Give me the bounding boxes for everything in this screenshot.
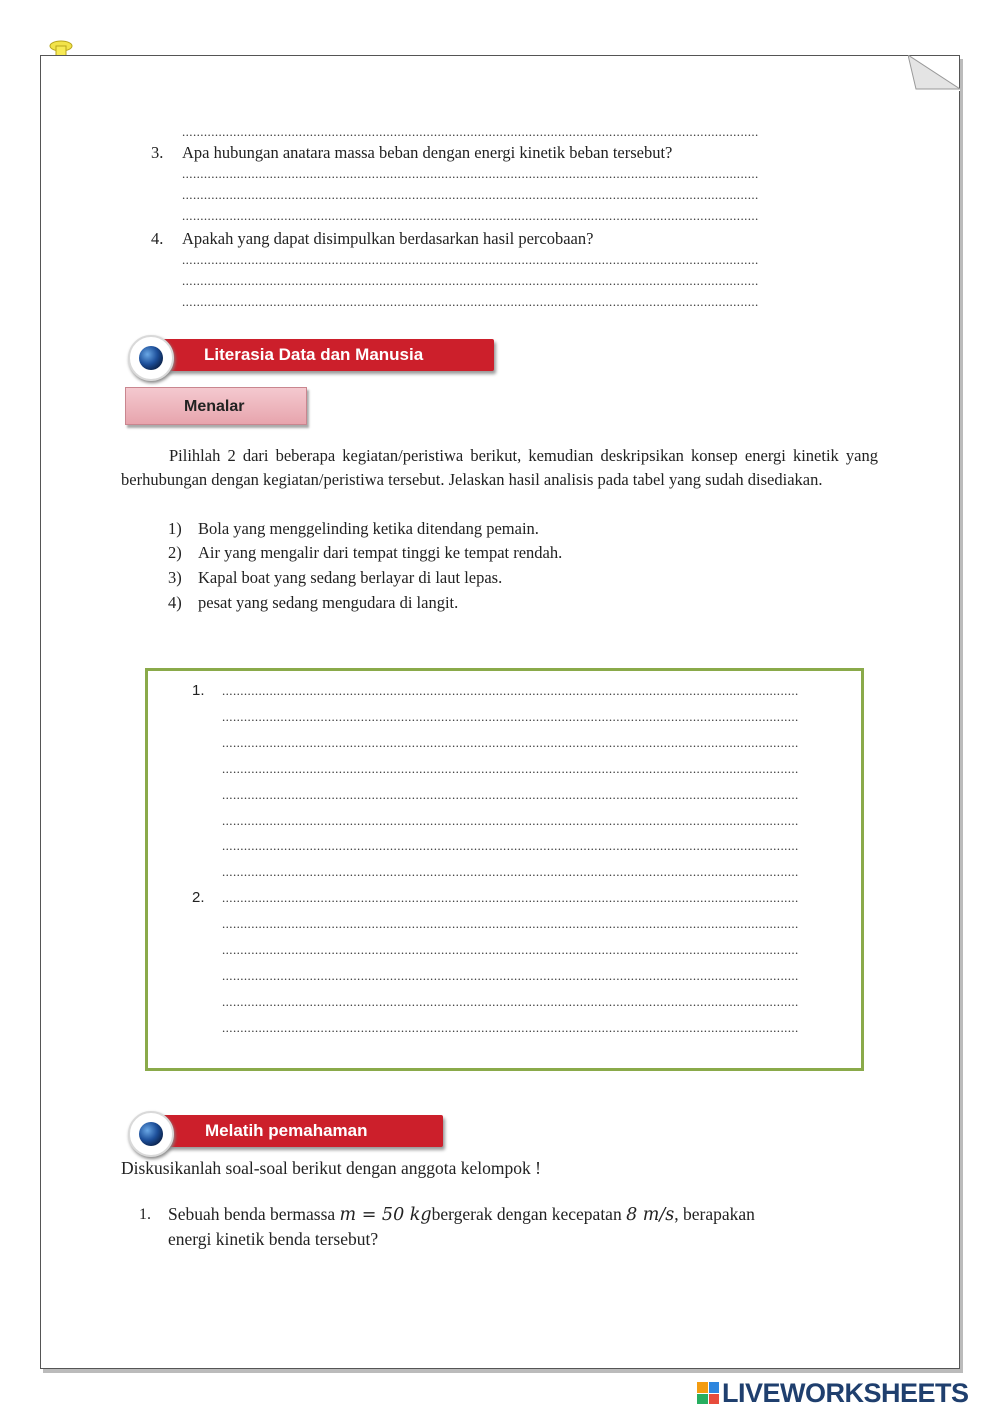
watermark-text: LIVEWORKSHEETS — [722, 1377, 969, 1408]
answer-line[interactable]: .............................................................................................................................................................. — [222, 838, 799, 853]
answer-line[interactable]: .............................................................................................................................................................. — [222, 761, 799, 776]
event-text: Air yang mengalir dari tempat tinggi ke tempat rendah. — [198, 543, 563, 562]
globe-icon — [128, 335, 174, 381]
answer-line[interactable]: .............................................................................................................................................................. — [222, 916, 799, 931]
answer-line[interactable]: .............................................................................................................................................................. — [182, 166, 759, 181]
event-text: Kapal boat yang sedang berlayar di laut lepas. — [198, 568, 503, 587]
liveworksheets-logo-icon — [697, 1382, 719, 1404]
menalar-badge: Menalar — [125, 387, 307, 425]
answer-line[interactable]: .............................................................................................................................................................. — [222, 942, 799, 957]
problem-text — [168, 1203, 755, 1226]
answer-line[interactable]: .............................................................................................................................................................. — [222, 890, 799, 905]
answer-line[interactable]: .............................................................................................................................................................. — [182, 273, 759, 288]
answer-line[interactable]: .............................................................................................................................................................. — [222, 735, 799, 750]
liveworksheets-watermark[interactable] — [697, 1378, 969, 1408]
velocity-expression: 8 m/s — [626, 1205, 675, 1225]
problem-text-part: , berapakan — [674, 1204, 755, 1224]
section-title: Melatih pemahaman — [148, 1115, 443, 1147]
section-title: Literasia Data dan Manusia — [148, 339, 494, 371]
answer-line[interactable]: .............................................................................................................................................................. — [182, 294, 759, 309]
answer-line[interactable]: .............................................................................................................................................................. — [222, 709, 799, 724]
problem-text-part: Sebuah benda bermassa — [168, 1204, 340, 1224]
problem-text-part: bergerak dengan kecepatan — [431, 1204, 627, 1224]
answer-line[interactable]: .............................................................................................................................................................. — [182, 187, 759, 202]
answer-line[interactable]: .............................................................................................................................................................. — [222, 787, 799, 802]
event-text: Bola yang menggelinding ketika ditendang pemain. — [198, 519, 539, 538]
answer-line[interactable]: .............................................................................................................................................................. — [182, 252, 759, 267]
answer-line[interactable]: .............................................................................................................................................................. — [222, 994, 799, 1009]
answer-line[interactable]: .............................................................................................................................................................. — [222, 864, 799, 879]
answer-line[interactable]: .............................................................................................................................................................. — [182, 208, 759, 223]
question-number: 3. — [151, 143, 164, 162]
event-number: 2) — [168, 543, 182, 562]
instruction-paragraph — [121, 444, 878, 492]
problem-number: 1. — [139, 1206, 151, 1223]
event-number: 1) — [168, 519, 182, 538]
answer-line[interactable]: .............................................................................................................................................................. — [222, 968, 799, 983]
answer-item-number: 1. — [192, 682, 205, 699]
question-text: Apa hubungan anatara massa beban dengan energi kinetik beban tersebut? — [182, 143, 673, 162]
answer-line[interactable]: .............................................................................................................................................................. — [222, 683, 799, 698]
page-curl-icon — [908, 55, 960, 91]
globe-icon — [128, 1111, 174, 1157]
instruction-text: Pilihlah 2 dari beberapa kegiatan/peristiwa berikut, kemudian deskripsikan konsep energi kinetik yang berhubungan dengan kegiatan/peristiwa tersebut. Jelaskan hasil analisis pada tabel yang sudah disediakan. — [121, 446, 878, 489]
event-number: 4) — [168, 593, 182, 612]
answer-line[interactable]: .............................................................................................................................................................. — [182, 124, 759, 139]
section-banner-literasi — [128, 335, 493, 371]
answer-item-number: 2. — [192, 889, 205, 906]
discussion-instruction: Diskusikanlah soal-soal berikut dengan anggota kelompok ! — [121, 1158, 541, 1178]
question-text: Apakah yang dapat disimpulkan berdasarkan hasil percobaan? — [182, 229, 594, 248]
event-text: pesat yang sedang mengudara di langit. — [198, 593, 459, 612]
section-banner-melatih — [128, 1111, 443, 1147]
question-number: 4. — [151, 229, 164, 248]
answer-line[interactable]: .............................................................................................................................................................. — [222, 1020, 799, 1035]
problem-text-line2: energi kinetik benda tersebut? — [168, 1229, 379, 1249]
mass-expression: m = 50 kg — [339, 1205, 432, 1225]
answer-line[interactable]: .............................................................................................................................................................. — [222, 813, 799, 828]
event-number: 3) — [168, 568, 182, 587]
